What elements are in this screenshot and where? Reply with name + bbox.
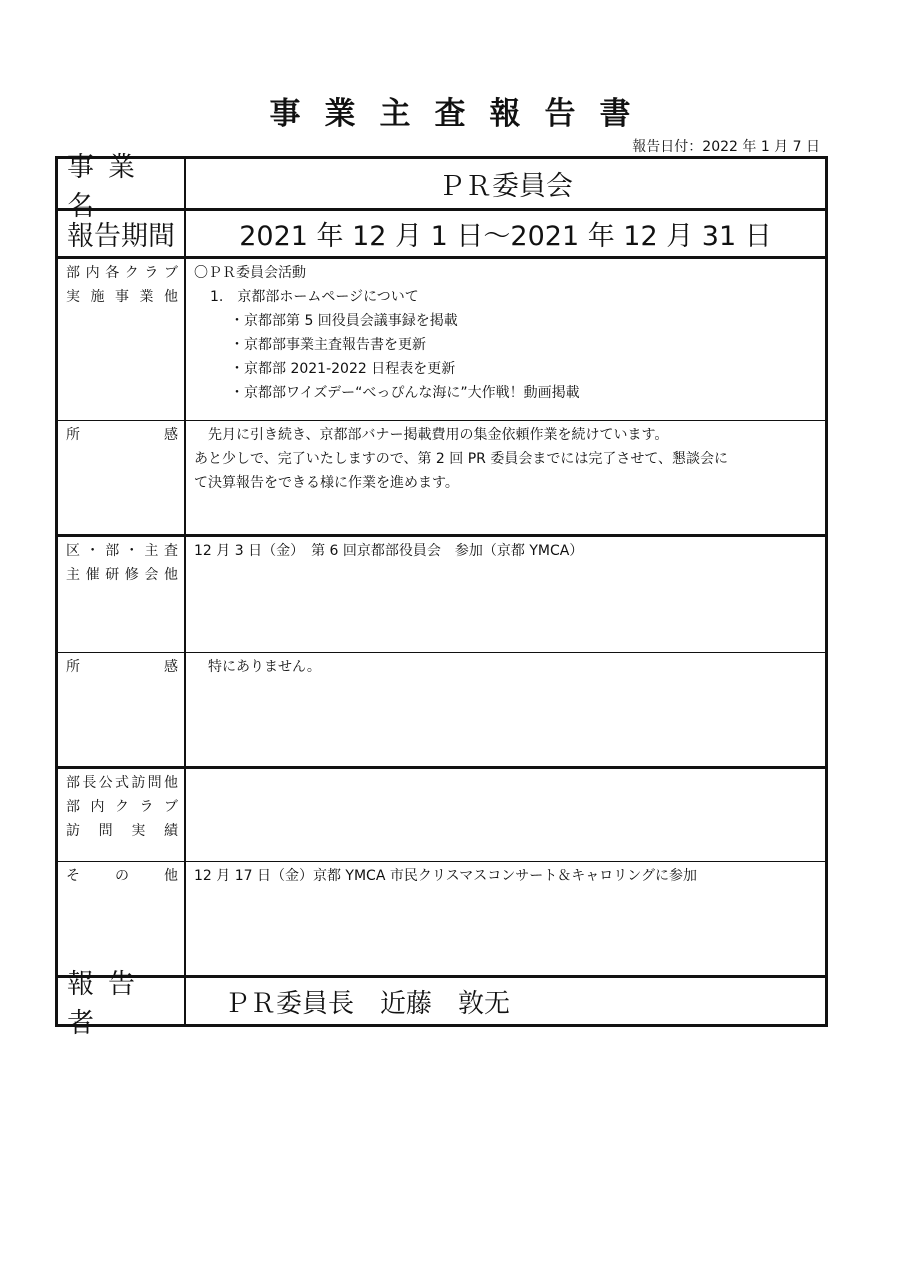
activities-bullet: ・京都部 2021-2022 日程表を更新 — [230, 361, 456, 377]
period-label: 報告期間 — [58, 211, 186, 256]
activities-heading: 〇ＰＲ委員会活動 — [194, 265, 306, 281]
visits-label-line: 訪問実績 — [66, 823, 178, 839]
district-content: 12 月 3 日（金） 第 6 回京都部役員会 参加（京都 YMCA） — [194, 543, 584, 559]
impression2-label: 所感 — [58, 653, 186, 766]
reporter-row — [58, 969, 825, 1039]
impression1-line: て決算報告をできる様に作業を進めます。 — [194, 475, 459, 491]
activities-label — [58, 259, 186, 420]
activities-bullet: ・京都部ワイズデー“べっぴんな海に”大作戦！動画掲載 — [230, 385, 580, 401]
activities-label-line: 実施事業他 — [66, 289, 178, 305]
visits-content — [186, 769, 825, 861]
impression1-content — [186, 421, 825, 534]
impression1-line: あと少しで、完了いたしますので、第 2 回 PR 委員会までには完了させて、懇談会に — [194, 451, 729, 467]
period-row — [58, 211, 825, 259]
impression1-label: 所感 — [58, 421, 186, 534]
other-row — [58, 862, 825, 978]
visits-label-line: 部長公式訪問他 — [66, 775, 178, 791]
project-value: ＰＲ委員会 — [438, 171, 573, 202]
activities-row — [58, 259, 825, 421]
activities-label-line: 部内各クラブ — [66, 265, 178, 281]
visits-label — [58, 769, 186, 861]
reporter-value: ＰＲ委員長 近藤 敦无 — [224, 988, 511, 1019]
period-value: 2021 年 12 月 1 日～2021 年 12 月 31 日 — [239, 221, 772, 252]
district-row — [58, 537, 825, 653]
report-form — [55, 151, 828, 1039]
report-date: 報告日付：2022 年 1 月 7 日 — [632, 139, 820, 155]
impression2-row — [58, 653, 825, 769]
impression1-row — [58, 421, 825, 537]
impression1-line: 先月に引き続き、京都部バナー掲載費用の集金依頼作業を続けています。 — [194, 427, 669, 443]
activities-item: 1. 京都部ホームページについて — [210, 289, 419, 305]
impression2-content: 特にありません。 — [194, 659, 321, 675]
visits-label-line: 部内クラブ — [66, 799, 178, 815]
district-label-line: 主催研修会他 — [66, 567, 178, 583]
activities-bullet: ・京都部第 5 回役員会議事録を掲載 — [230, 313, 458, 329]
visits-row — [58, 769, 825, 862]
other-content: 12 月 17 日（金）京都 YMCA 市民クリスマスコンサート＆キャロリングに参加 — [194, 868, 698, 884]
district-label-line: 区・部・主査 — [66, 543, 178, 559]
other-label: その他 — [58, 862, 186, 975]
project-row — [58, 151, 825, 222]
activities-content — [186, 259, 825, 420]
document-title: 事業主査報告書 — [269, 96, 655, 132]
activities-bullet: ・京都部事業主査報告書を更新 — [230, 337, 426, 353]
district-label — [58, 537, 186, 652]
project-label: 事業名 — [58, 159, 186, 208]
reporter-label: 報告者 — [58, 978, 186, 1024]
